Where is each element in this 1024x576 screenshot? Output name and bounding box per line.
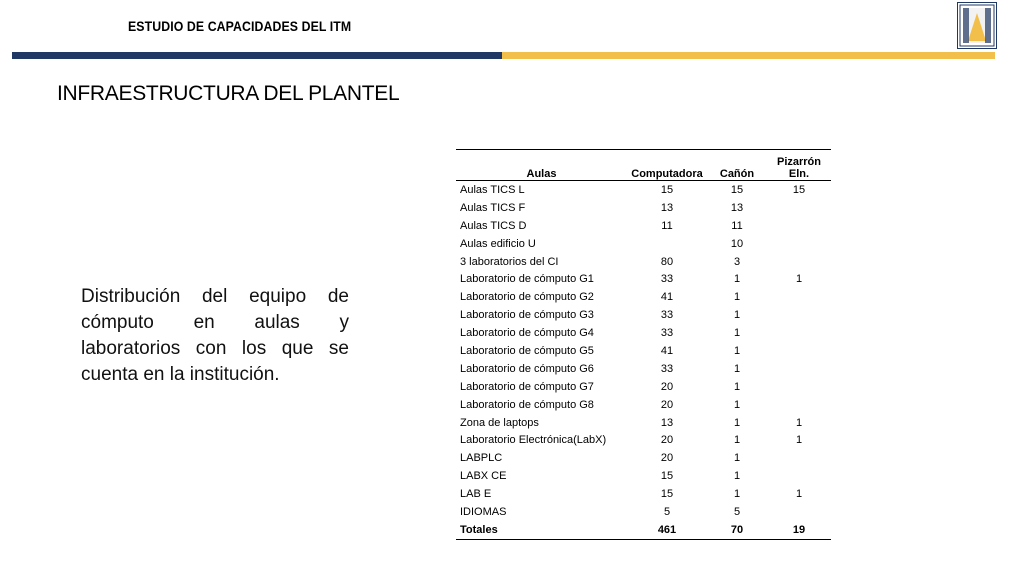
cell-computadora: 33	[660, 327, 674, 340]
equipment-table	[456, 149, 831, 540]
totals-row	[456, 521, 831, 539]
cell-computadora: 5	[663, 505, 671, 518]
cell-computadora: 33	[660, 273, 674, 286]
table-row	[456, 342, 831, 360]
cell-aula: Aulas TICS F	[460, 201, 526, 214]
table-row	[456, 467, 831, 485]
cell-computadora: 20	[660, 452, 674, 465]
cell-aula: Aulas TICS L	[460, 183, 525, 196]
cell-pizarron	[767, 306, 831, 324]
cell-computadora	[627, 235, 707, 253]
cell-canon: 1	[733, 488, 741, 501]
table-row	[456, 414, 831, 432]
cell-aula: Laboratorio de cómputo G5	[460, 344, 594, 357]
cell-canon: 1	[733, 362, 741, 375]
cell-pizarron: 1	[795, 273, 803, 286]
table-row	[456, 485, 831, 503]
cell-computadora: 33	[660, 362, 674, 375]
cell-aula: IDIOMAS	[460, 505, 507, 518]
cell-pizarron	[767, 324, 831, 342]
cell-computadora: 33	[660, 309, 674, 322]
cell-canon: 3	[733, 255, 741, 268]
cell-pizarron: 1	[795, 416, 803, 429]
cell-computadora: 15	[660, 470, 674, 483]
cell-aula: Laboratorio de cómputo G3	[460, 309, 594, 322]
cell-canon: 13	[730, 201, 744, 214]
cell-aula: Zona de laptops	[460, 416, 539, 429]
cell-canon: 1	[733, 273, 741, 286]
cell-canon: 1	[733, 344, 741, 357]
header-bar-gold	[502, 52, 995, 59]
cell-aula: 3 laboratorios del CI	[460, 255, 559, 268]
table-row	[456, 288, 831, 306]
cell-canon: 1	[733, 470, 741, 483]
cell-computadora: 11	[661, 219, 673, 232]
table-row	[456, 324, 831, 342]
table-row	[456, 253, 831, 271]
column-header-aulas: Aulas	[456, 150, 627, 181]
cell-canon: 10	[730, 237, 744, 250]
cell-pizarron	[767, 288, 831, 306]
cell-canon: 5	[733, 505, 741, 518]
cell-canon: 1	[733, 416, 741, 429]
table-row	[456, 270, 831, 288]
cell-aula: Laboratorio de cómputo G1	[460, 273, 594, 286]
cell-computadora: 41	[660, 291, 674, 304]
description-text: Distribución del equipo de cómputo en aulas y laboratorios con los que se cuenta en la institución.	[81, 286, 349, 385]
cell-aula: Laboratorio de cómputo G2	[460, 291, 594, 304]
table-row	[456, 378, 831, 396]
cell-computadora: 20	[660, 398, 674, 411]
cell-computadora: 20	[660, 380, 674, 393]
header-bar-navy	[12, 52, 502, 59]
cell-aula: LABPLC	[460, 452, 503, 465]
logo-emblem-icon	[958, 3, 996, 48]
cell-computadora: 41	[660, 344, 674, 357]
table-row	[456, 235, 831, 253]
cell-canon: 1	[733, 398, 741, 411]
cell-canon: 15	[730, 183, 744, 196]
cell-canon: 1	[733, 327, 741, 340]
table-row	[456, 199, 831, 217]
table-header-row	[456, 150, 831, 181]
table-row	[456, 396, 831, 414]
cell-aula: Laboratorio de cómputo G7	[460, 380, 594, 393]
cell-aula: Laboratorio de cómputo G6	[460, 362, 594, 375]
cell-aula: Aulas TICS D	[460, 219, 527, 232]
cell-pizarron: 1	[795, 488, 803, 501]
cell-canon: 1	[733, 452, 741, 465]
table-row	[456, 431, 831, 449]
table-row	[456, 181, 831, 199]
total-cell-pizarron: 19	[767, 521, 831, 539]
column-header-computadora: Computadora	[627, 150, 707, 181]
cell-aula: Laboratorio de cómputo G4	[460, 327, 594, 340]
table-row	[456, 449, 831, 467]
cell-computadora: 15	[660, 488, 674, 501]
table-row	[456, 217, 831, 235]
cell-aula: Laboratorio de cómputo G8	[460, 398, 594, 411]
table-row	[456, 306, 831, 324]
cell-pizarron	[767, 396, 831, 414]
cell-pizarron	[767, 253, 831, 271]
cell-canon: 11	[731, 219, 743, 232]
total-cell-aula: Totales	[456, 521, 627, 539]
cell-pizarron	[767, 217, 831, 235]
cell-pizarron	[767, 199, 831, 217]
cell-computadora: 13	[660, 201, 674, 214]
column-header-pizarron: Pizarrón Eln.	[767, 150, 831, 181]
cell-computadora: 20	[660, 434, 674, 447]
column-header-canon: Cañón	[707, 150, 767, 181]
cell-pizarron	[767, 360, 831, 378]
cell-computadora: 80	[660, 255, 674, 268]
cell-aula: LAB E	[460, 488, 492, 501]
table-row	[456, 360, 831, 378]
cell-pizarron: 15	[792, 183, 806, 196]
cell-pizarron	[767, 449, 831, 467]
cell-aula: Aulas edificio U	[460, 237, 536, 250]
cell-pizarron: 1	[795, 434, 803, 447]
cell-canon: 1	[733, 434, 741, 447]
total-cell-computadora: 461	[627, 521, 707, 539]
cell-computadora: 15	[660, 183, 674, 196]
cell-canon: 1	[733, 380, 741, 393]
cell-pizarron	[767, 378, 831, 396]
institution-logo	[957, 2, 997, 49]
cell-canon: 1	[733, 291, 741, 304]
cell-pizarron	[767, 467, 831, 485]
cell-pizarron	[767, 235, 831, 253]
cell-aula: Laboratorio Electrónica(LabX)	[460, 434, 607, 447]
table-row	[456, 503, 831, 521]
header-title: ESTUDIO DE CAPACIDADES DEL ITM	[128, 18, 352, 34]
cell-pizarron	[767, 342, 831, 360]
page-title: INFRAESTRUCTURA DEL PLANTEL	[57, 82, 400, 105]
cell-canon: 1	[733, 309, 741, 322]
total-cell-canon: 70	[707, 521, 767, 539]
cell-computadora: 13	[660, 416, 674, 429]
cell-aula: LABX CE	[460, 470, 507, 483]
cell-pizarron	[767, 503, 831, 521]
